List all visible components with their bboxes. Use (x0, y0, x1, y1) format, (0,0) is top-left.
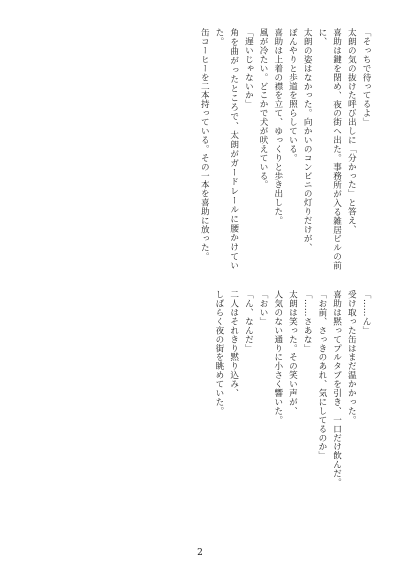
lower-line-4: 「お前、さっきのあれ、気にしてるのか」 (316, 290, 327, 461)
upper-line-1: 「そっちで待ってるよ」 (361, 28, 371, 127)
lower-line-11: しばらく夜の街を眺めていた。 (213, 290, 224, 416)
upper-line-6: 喜助は上着の襟を立て、ゆっくりと歩き出した。 (272, 28, 283, 225)
upper-line-8: 「遅いじゃないか」 (243, 28, 254, 109)
lower-line-6: 太朗は笑った。その笑い声が、 (287, 290, 298, 416)
lower-line-3: 喜助は黙ってプルタブを引き、一口だけ飲んだ。 (331, 290, 342, 487)
page-number: 2 (197, 548, 203, 558)
upper-line-5: ぼんやりと歩道を照らしている。 (287, 28, 298, 163)
upper-line-9: 角を曲がったところで、太朗がガードレールに腰かけていた。 (213, 28, 239, 270)
lower-line-9: 「ん、なんだ」 (243, 290, 254, 353)
upper-line-7: 風が冷たい。どこかで犬が吠えている。 (258, 28, 269, 190)
lower-text-column (30, 290, 373, 532)
upper-line-2: 太朗の気の抜けた呼び出しに「分かった」と答え、 (346, 28, 357, 234)
lower-line-5: 「……さあな」 (302, 290, 313, 353)
upper-line-3: 喜助は鍵を閉め、夜の街へ出た。事務所が入る雑居ビルの前に、 (316, 28, 342, 270)
upper-text-column (30, 28, 373, 270)
lower-line-2: 受け取った缶はまだ温かかった。 (346, 290, 357, 425)
lower-line-7: 人気のない通りに小さく響いた。 (272, 290, 283, 425)
upper-line-4: 太朗の姿はなかった。向かいのコンビニの灯りだけが、 (302, 28, 313, 252)
upper-line-10: 缶コーヒーを二本持っている。その一本を喜助に放った。 (199, 28, 210, 261)
lower-line-1: 「……ん」 (361, 290, 371, 335)
lower-line-8: 「おい」 (258, 290, 269, 326)
lower-line-10: 二人はそれきり黙り込み、 (228, 290, 239, 398)
